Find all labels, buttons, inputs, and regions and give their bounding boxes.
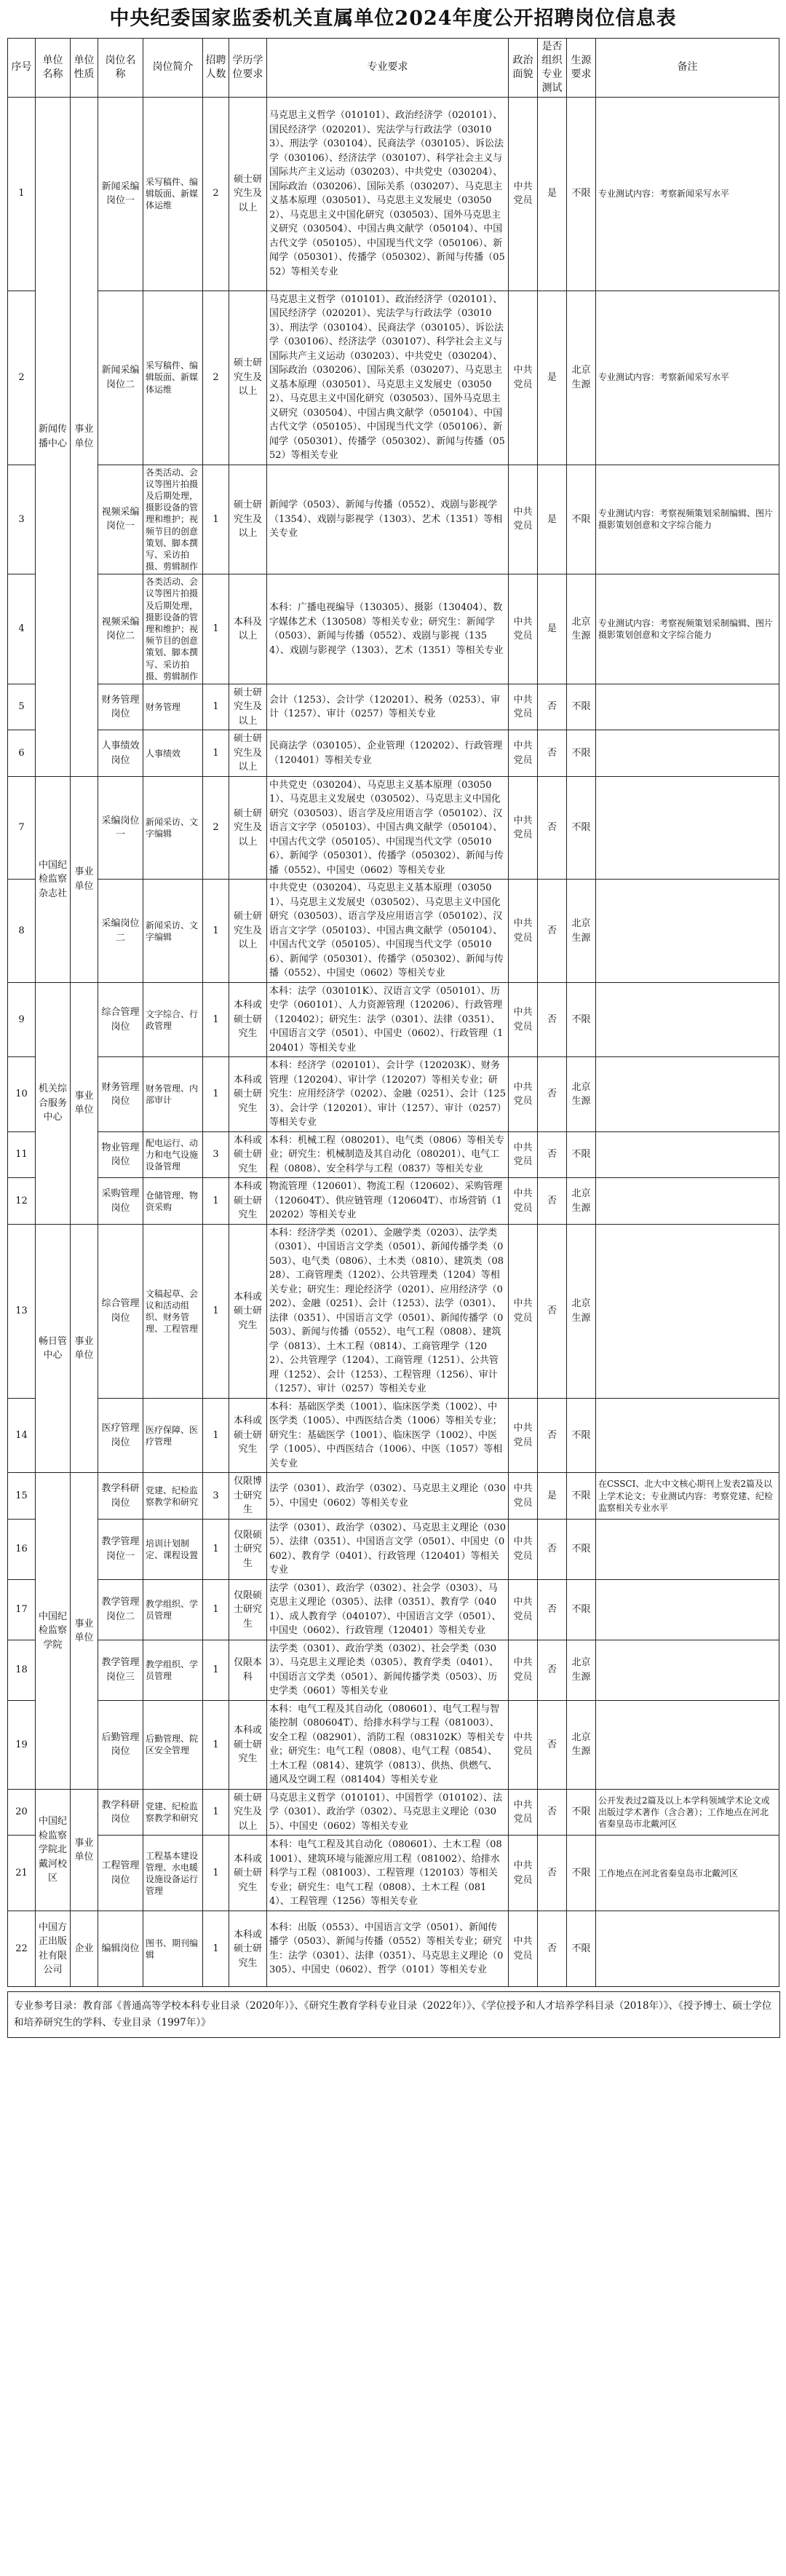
source-requirement: 北京生源 (567, 1224, 596, 1398)
education-requirement: 本科或硕士研究生 (229, 1700, 267, 1789)
major-requirement: 法学（0301）、政治学（0302）、社会学（0303）、马克思主义理论（0305）、法律（0351）、教育学（0401）、成人教育学（040107）、中国语言文学（0501）、中国史（0602）、行政管理（120401）等相关专业 (267, 1579, 509, 1640)
post-intro: 培训计划制定、课程设置 (143, 1519, 203, 1579)
hire-count: 3 (203, 1473, 229, 1520)
post-intro: 财务管理 (143, 684, 203, 730)
post-name: 人事绩效岗位 (98, 730, 143, 777)
major-requirement: 本科：经济学类（0201）、金融学类（0203）、法学类（0301）、中国语言文学类（0501）、新闻传播学类（0503）、电气类（0806）、土木类（0810）、建筑类（0828）、工商管理类（1202）、公共管理类（1204）等相关专业；研究生：理论经济学（0201）、应用经济学（0202）、金融（0251）、会计（1253）、法学（0301）、法律（0351）、中国语言文学（0501）、新闻传播学（0503）、新闻与传播（0552）、电气工程（0808）、建筑学（0813）、土木工程（0814）、工商管理学（1202）、公共管理学（1204）、工商管理（1251）、公共管理（1252）、会计（1253）、工程管理（1256）、审计（1257）、审计（0257）等相关专业 (267, 1224, 509, 1398)
col-header: 政治面貌 (509, 39, 538, 98)
major-requirement: 本科：机械工程（080201）、电气类（0806）等相关专业；研究生：机械制造及其自动化（080201）、电气工程（0808）、安全科学与工程（0837）等相关专业 (267, 1131, 509, 1178)
major-requirement: 法学类（0301）、政治学类（0302）、社会学类（0303）、马克思主义理论类（0305）、教育学类（0401）、中国语言文学类（0501）、新闻传播学类（0503）、历史学类（0601）等相关专业 (267, 1640, 509, 1700)
hire-count: 2 (203, 291, 229, 465)
political-status: 中共党员 (509, 1057, 538, 1132)
unit-name: 中国纪检监察杂志社 (36, 776, 71, 982)
table-row (8, 1836, 779, 1911)
post-intro: 教学组织、学员管理 (143, 1640, 203, 1700)
post-intro: 采写稿件、编辑版面、新媒体运维 (143, 291, 203, 465)
post-intro: 医疗保障、医疗管理 (143, 1398, 203, 1473)
row-number: 21 (8, 1836, 36, 1911)
professional-test: 否 (538, 684, 567, 730)
table-row (8, 291, 779, 465)
unit-name: 畅日管中心 (36, 1224, 71, 1473)
table-row (8, 1519, 779, 1579)
professional-test: 是 (538, 1473, 567, 1520)
source-requirement: 不限 (567, 684, 596, 730)
unit-nature: 事业单位 (71, 1473, 98, 1790)
row-number: 19 (8, 1700, 36, 1789)
professional-test: 否 (538, 982, 567, 1057)
remarks: 专业测试内容：考察新闻采写水平 (596, 97, 779, 291)
education-requirement: 本科或硕士研究生 (229, 1224, 267, 1398)
political-status: 中共党员 (509, 776, 538, 880)
source-requirement: 不限 (567, 982, 596, 1057)
education-requirement: 硕士研究生及以上 (229, 730, 267, 777)
major-requirement: 本科：电气工程及其自动化（080601）、电气工程与智能控制（080604T）、给排水科学与工程（081003）、安全工程（082901）、消防工程（083102K）等相关专业；研究生：电气工程（0808）、电气工程（0854）、土木工程（0814）、建筑学（0813）、供热、供燃气、通风及空调工程（081404）等相关专业 (267, 1700, 509, 1789)
remarks: 工作地点在河北省秦皇岛市北戴河区 (596, 1836, 779, 1911)
source-requirement: 北京生源 (567, 1057, 596, 1132)
source-requirement: 不限 (567, 1836, 596, 1911)
unit-nature: 事业单位 (71, 97, 98, 776)
political-status: 中共党员 (509, 1224, 538, 1398)
education-requirement: 仅限博士研究生 (229, 1473, 267, 1520)
professional-test: 是 (538, 574, 567, 684)
post-intro: 财务管理、内部审计 (143, 1057, 203, 1132)
education-requirement: 硕士研究生及以上 (229, 97, 267, 291)
post-intro: 新闻采访、文字编辑 (143, 776, 203, 880)
major-requirement: 中共党史（030204）、马克思主义基本原理（030501）、马克思主义发展史（030502）、马克思主义中国化研究（030503）、语言学及应用语言学（050102）、汉语言文字学（050103）、中国古典文献学（050104）、中国古代文学（050105）、中国现当代文学（050106）、新闻学（050301）、传播学（050302）、新闻与传播（0552）、中国史（0602）等相关专业 (267, 880, 509, 983)
education-requirement: 硕士研究生及以上 (229, 880, 267, 983)
row-number: 9 (8, 982, 36, 1057)
source-requirement: 不限 (567, 1911, 596, 1987)
table-row (8, 1398, 779, 1473)
post-name: 财务管理岗位 (98, 684, 143, 730)
education-requirement: 本科或硕士研究生 (229, 1178, 267, 1225)
major-requirement: 法学（0301）、政治学（0302）、马克思主义理论（0305）、中国史（0602）等相关专业 (267, 1473, 509, 1520)
unit-nature: 事业单位 (71, 982, 98, 1224)
col-header: 招聘人数 (203, 39, 229, 98)
source-requirement: 不限 (567, 1579, 596, 1640)
source-requirement: 不限 (567, 776, 596, 880)
table-row (8, 1789, 779, 1836)
post-name: 教学管理岗位三 (98, 1640, 143, 1700)
post-name: 编辑岗位 (98, 1911, 143, 1987)
row-number: 1 (8, 97, 36, 291)
education-requirement: 仅限本科 (229, 1640, 267, 1700)
education-requirement: 硕士研究生及以上 (229, 776, 267, 880)
table-row (8, 1473, 779, 1520)
education-requirement: 硕士研究生及以上 (229, 291, 267, 465)
unit-name: 中国纪检监察学院北戴河校区 (36, 1789, 71, 1911)
political-status: 中共党员 (509, 1178, 538, 1225)
post-name: 教学管理岗位一 (98, 1519, 143, 1579)
post-intro: 各类活动、会议等图片拍摄及后期处理，摄影设备的管理和维护；视频节目的创意策划、脚本撰写、采访拍摄、剪辑制作 (143, 574, 203, 684)
row-number: 11 (8, 1131, 36, 1178)
unit-nature: 事业单位 (71, 1224, 98, 1473)
political-status: 中共党员 (509, 1579, 538, 1640)
hire-count: 1 (203, 1579, 229, 1640)
remarks (596, 1398, 779, 1473)
post-intro: 文字综合、行政管理 (143, 982, 203, 1057)
table-row (8, 684, 779, 730)
post-intro: 采写稿件、编辑版面、新媒体运维 (143, 97, 203, 291)
row-number: 4 (8, 574, 36, 684)
row-number: 18 (8, 1640, 36, 1700)
table-row (8, 1131, 779, 1178)
unit-nature: 事业单位 (71, 1789, 98, 1911)
hire-count: 3 (203, 1131, 229, 1178)
hire-count: 2 (203, 97, 229, 291)
remarks (596, 1640, 779, 1700)
source-requirement: 不限 (567, 1131, 596, 1178)
table-row (8, 880, 779, 983)
post-name: 新闻采编岗位一 (98, 97, 143, 291)
major-requirement: 本科：出版（0553）、中国语言文学（0501）、新闻传播学（0503）、新闻与传播（0552）等相关专业；研究生：法学（0301）、法律（0351）、马克思主义理论（0305）、中国史（0602）、哲学（0101）等相关专业 (267, 1911, 509, 1987)
political-status: 中共党员 (509, 1789, 538, 1836)
post-name: 综合管理岗位 (98, 982, 143, 1057)
row-number: 12 (8, 1178, 36, 1225)
hire-count: 1 (203, 982, 229, 1057)
hire-count: 1 (203, 1640, 229, 1700)
professional-test: 是 (538, 465, 567, 574)
unit-nature: 企业 (71, 1911, 98, 1987)
political-status: 中共党员 (509, 1473, 538, 1520)
remarks (596, 1519, 779, 1579)
professional-test: 否 (538, 1836, 567, 1911)
col-header: 是否组织专业测试 (538, 39, 567, 98)
political-status: 中共党员 (509, 291, 538, 465)
post-name: 视频采编岗位二 (98, 574, 143, 684)
professional-test: 否 (538, 1224, 567, 1398)
remarks (596, 730, 779, 777)
education-requirement: 本科及以上 (229, 574, 267, 684)
political-status: 中共党员 (509, 982, 538, 1057)
major-requirement: 本科：法学（030101K）、汉语言文学（050101）、历史学（060101）、人力资源管理（120206）、行政管理（120402）；研究生：法学（0301）、法律（0351）、中国语言文学（0501）、中国史（0602）、行政管理（120401）等相关专业 (267, 982, 509, 1057)
unit-name: 新闻传播中心 (36, 97, 71, 776)
education-requirement: 硕士研究生及以上 (229, 684, 267, 730)
remarks (596, 1057, 779, 1132)
remarks (596, 982, 779, 1057)
table-row (8, 1057, 779, 1132)
political-status: 中共党员 (509, 1911, 538, 1987)
education-requirement: 本科或硕士研究生 (229, 1057, 267, 1132)
political-status: 中共党员 (509, 1836, 538, 1911)
post-intro: 人事绩效 (143, 730, 203, 777)
professional-test: 否 (538, 1789, 567, 1836)
post-intro: 新闻采访、文字编辑 (143, 880, 203, 983)
remarks (596, 1700, 779, 1789)
row-number: 3 (8, 465, 36, 574)
col-header: 专业要求 (267, 39, 509, 98)
hire-count: 1 (203, 1519, 229, 1579)
source-requirement: 不限 (567, 1473, 596, 1520)
col-header: 单位性质 (71, 39, 98, 98)
table-row (8, 1700, 779, 1789)
hire-count: 1 (203, 730, 229, 777)
major-requirement: 本科：电气工程及其自动化（080601）、土木工程（081001）、建筑环境与能源应用工程（081002）、给排水科学与工程（081003）、工程管理（120103）等相关专业；研究生：电气工程（0808）、土木工程（0814）、工程管理（1256）等相关专业 (267, 1836, 509, 1911)
political-status: 中共党员 (509, 1131, 538, 1178)
row-number: 17 (8, 1579, 36, 1640)
post-name: 教学管理岗位二 (98, 1579, 143, 1640)
professional-test: 否 (538, 1131, 567, 1178)
hire-count: 1 (203, 465, 229, 574)
education-requirement: 仅限硕士研究生 (229, 1519, 267, 1579)
remarks: 专业测试内容：考察视频策划采制编辑、图片摄影策划创意和文字综合能力 (596, 574, 779, 684)
table-row (8, 1911, 779, 1987)
remarks (596, 684, 779, 730)
post-intro: 后勤管理、院区安全管理 (143, 1700, 203, 1789)
political-status: 中共党员 (509, 97, 538, 291)
row-number: 10 (8, 1057, 36, 1132)
major-requirement: 本科：广播电视编导（130305）、摄影（130404）、数字媒体艺术（130508）等相关专业；研究生：新闻学（0503）、新闻与传播（0552）、戏剧与影视（1354）、戏剧与影视学（1303）、艺术（1351）等相关专业 (267, 574, 509, 684)
major-requirement: 物流管理（120601）、物流工程（120602）、采购管理（120604T）、供应链管理（120604T）、市场营销（120202）等相关专业 (267, 1178, 509, 1225)
row-number: 22 (8, 1911, 36, 1987)
professional-test: 否 (538, 1911, 567, 1987)
post-name: 采购管理岗位 (98, 1178, 143, 1225)
source-requirement: 北京生源 (567, 1700, 596, 1789)
professional-test: 否 (538, 730, 567, 777)
remarks (596, 1911, 779, 1987)
major-requirement: 马克思主义哲学（010101）、中国哲学（010102）、法学（0301）、政治学（0302）、马克思主义理论（0305）、中国史（0602）等相关专业 (267, 1789, 509, 1836)
professional-test: 是 (538, 291, 567, 465)
source-requirement: 不限 (567, 1398, 596, 1473)
major-requirement: 马克思主义哲学（010101）、政治经济学（020101）、国民经济学（020201）、宪法学与行政法学（030103）、刑法学（030104）、民商法学（030105）、诉讼法学（030106）、经济法学（030107）、科学社会主义与国际共产主义运动（030203）、中共党史（030204）、国际政治（030206）、国际关系（030207）、马克思主义基本原理（030501）、马克思主义发展史（030502）、马克思主义中国化研究（030503）、国外马克思主义研究（030504）、中国古典文献学（050104）、中国古代文学（050105）、中国现当代文学（050106）、新闻学（050301）、传播学（050302）、新闻与传播（0552）等相关专业 (267, 291, 509, 465)
footer-note: 专业参考目录：教育部《普通高等学校本科专业目录（2020年）》、《研究生教育学科专业目录（2022年）》、《学位授予和人才培养学科目录（2018年）》、《授予博士、硕士学位和培养研究生的学科、专业目录（1997年）》 (7, 1991, 780, 2038)
professional-test: 是 (538, 97, 567, 291)
unit-name: 中国方正出版社有限公司 (36, 1911, 71, 1987)
professional-test: 否 (538, 1640, 567, 1700)
major-requirement: 会计（1253）、会计学（120201）、税务（0253）、审计（1257）、审计（0257）等相关专业 (267, 684, 509, 730)
source-requirement: 北京生源 (567, 1640, 596, 1700)
row-number: 8 (8, 880, 36, 983)
table-row (8, 97, 779, 291)
post-name: 综合管理岗位 (98, 1224, 143, 1398)
professional-test: 否 (538, 1398, 567, 1473)
col-header: 单位名称 (36, 39, 71, 98)
professional-test: 否 (538, 776, 567, 880)
political-status: 中共党员 (509, 1519, 538, 1579)
table-row (8, 730, 779, 777)
major-requirement: 新闻学（0503）、新闻与传播（0552）、戏剧与影视学（1354）、戏剧与影视学（1303）、艺术（1351）等相关专业 (267, 465, 509, 574)
major-requirement: 法学（0301）、政治学（0302）、马克思主义理论（0305）、法律（0351）、中国语言文学（0501）、中国史（0602）、教育学（0401）、行政管理（120401）等相关专业 (267, 1519, 509, 1579)
hire-count: 2 (203, 776, 229, 880)
source-requirement: 不限 (567, 730, 596, 777)
major-requirement: 马克思主义哲学（010101）、政治经济学（020101）、国民经济学（020201）、宪法学与行政法学（030103）、刑法学（030104）、民商法学（030105）、诉讼法学（030106）、经济法学（030107）、科学社会主义与国际共产主义运动（030203）、中共党史（030204）、国际政治（030206）、国际关系（030207）、马克思主义基本原理（030501）、马克思主义发展史（030502）、马克思主义中国化研究（030503）、国外马克思主义研究（030504）、中国古典文献学（050104）、中国古代文学（050105）、中国现当代文学（050106）、新闻学（050301）、传播学（050302）、新闻与传播（0552）等相关专业 (267, 97, 509, 291)
table-row (8, 465, 779, 574)
post-intro: 仓储管理、物资采购 (143, 1178, 203, 1225)
source-requirement: 北京生源 (567, 1178, 596, 1225)
political-status: 中共党员 (509, 465, 538, 574)
post-name: 教学科研岗位 (98, 1789, 143, 1836)
post-name: 物业管理岗位 (98, 1131, 143, 1178)
political-status: 中共党员 (509, 1640, 538, 1700)
page-title: 中央纪委国家监委机关直属单位2024年度公开招聘岗位信息表 (109, 7, 677, 30)
table-body (8, 97, 779, 1987)
education-requirement: 本科或硕士研究生 (229, 1131, 267, 1178)
post-name: 新闻采编岗位二 (98, 291, 143, 465)
political-status: 中共党员 (509, 684, 538, 730)
col-header: 序号 (8, 39, 36, 98)
hire-count: 1 (203, 1836, 229, 1911)
post-name: 后勤管理岗位 (98, 1700, 143, 1789)
col-header: 备注 (596, 39, 779, 98)
professional-test: 否 (538, 880, 567, 983)
major-requirement: 本科：经济学（020101）、会计学（120203K）、财务管理（120204）、审计学（120207）等相关专业；研究生：应用经济学（0202）、金融（0251）、会计（1253）、会计学（120201）、审计（1257）、审计（0257）等相关专业 (267, 1057, 509, 1132)
col-header: 学历学位要求 (229, 39, 267, 98)
remarks (596, 1579, 779, 1640)
remarks: 公开发表过2篇及以上本学科领域学术论文或出版过学术著作（含合著）；工作地点在河北省秦皇岛市北戴河区 (596, 1789, 779, 1836)
post-intro: 党建、纪检监察教学和研究 (143, 1789, 203, 1836)
professional-test: 否 (538, 1057, 567, 1132)
remarks (596, 1224, 779, 1398)
row-number: 6 (8, 730, 36, 777)
hire-count: 1 (203, 1178, 229, 1225)
row-number: 2 (8, 291, 36, 465)
post-name: 财务管理岗位 (98, 1057, 143, 1132)
political-status: 中共党员 (509, 730, 538, 777)
source-requirement: 不限 (567, 1789, 596, 1836)
post-intro: 党建、纪检监察教学和研究 (143, 1473, 203, 1520)
header-row (8, 39, 779, 98)
post-name: 工程管理岗位 (98, 1836, 143, 1911)
remarks (596, 1178, 779, 1225)
table-row (8, 1178, 779, 1225)
political-status: 中共党员 (509, 880, 538, 983)
table-row (8, 982, 779, 1057)
education-requirement: 本科或硕士研究生 (229, 1836, 267, 1911)
political-status: 中共党员 (509, 1398, 538, 1473)
hire-count: 1 (203, 1789, 229, 1836)
unit-nature: 事业单位 (71, 776, 98, 982)
professional-test: 否 (538, 1178, 567, 1225)
row-number: 5 (8, 684, 36, 730)
row-number: 7 (8, 776, 36, 880)
major-requirement: 民商法学（030105）、企业管理（120202）、行政管理（120401）等相关专业 (267, 730, 509, 777)
row-number: 15 (8, 1473, 36, 1520)
recruitment-table (7, 38, 779, 1987)
remarks: 专业测试内容：考察新闻采写水平 (596, 291, 779, 465)
post-name: 采编岗位二 (98, 880, 143, 983)
hire-count: 1 (203, 684, 229, 730)
row-number: 13 (8, 1224, 36, 1398)
remarks: 在CSSCI、北大中文核心期刊上发表2篇及以上学术论文；专业测试内容：考察党建、纪检监察相关专业水平 (596, 1473, 779, 1520)
post-intro: 文稿起草、会议和活动组织、财务管理、工程管理 (143, 1224, 203, 1398)
source-requirement: 北京生源 (567, 291, 596, 465)
hire-count: 1 (203, 880, 229, 983)
col-header: 岗位名称 (98, 39, 143, 98)
post-name: 视频采编岗位一 (98, 465, 143, 574)
unit-name: 中国纪检监察学院 (36, 1473, 71, 1790)
source-requirement: 北京生源 (567, 574, 596, 684)
table-row (8, 776, 779, 880)
post-name: 采编岗位一 (98, 776, 143, 880)
professional-test: 否 (538, 1700, 567, 1789)
education-requirement: 本科或硕士研究生 (229, 982, 267, 1057)
post-intro: 教学组织、学员管理 (143, 1579, 203, 1640)
hire-count: 1 (203, 1057, 229, 1132)
major-requirement: 本科：基础医学类（1001）、临床医学类（1002）、中医学类（1005）、中西医结合类（1006）等相关专业；研究生：基础医学（1001）、临床医学（1002）、中医学（1005）、中西医结合（1006）、中医（1057）等相关专业 (267, 1398, 509, 1473)
remarks: 专业测试内容：考察视频策划采制编辑、图片摄影策划创意和文字综合能力 (596, 465, 779, 574)
hire-count: 1 (203, 1224, 229, 1398)
education-requirement: 本科或硕士研究生 (229, 1911, 267, 1987)
political-status: 中共党员 (509, 1700, 538, 1789)
post-intro: 工程基本建设管理、水电暖设施设备运行管理 (143, 1836, 203, 1911)
political-status: 中共党员 (509, 574, 538, 684)
remarks (596, 1131, 779, 1178)
hire-count: 1 (203, 1700, 229, 1789)
table-row (8, 574, 779, 684)
education-requirement: 本科或硕士研究生 (229, 1398, 267, 1473)
source-requirement: 不限 (567, 465, 596, 574)
major-requirement: 中共党史（030204）、马克思主义基本原理（030501）、马克思主义发展史（030502）、马克思主义中国化研究（030503）、语言学及应用语言学（050102）、汉语言文字学（050103）、中国古典文献学（050104）、中国古代文学（050105）、中国现当代文学（050106）、新闻学（050301）、传播学（050302）、新闻与传播（0552）、中国史（0602）等相关专业 (267, 776, 509, 880)
education-requirement: 仅限硕士研究生 (229, 1579, 267, 1640)
remarks (596, 880, 779, 983)
unit-name: 机关综合服务中心 (36, 982, 71, 1224)
col-header: 生源要求 (567, 39, 596, 98)
source-requirement: 不限 (567, 97, 596, 291)
hire-count: 1 (203, 1398, 229, 1473)
post-intro: 图书、期刊编辑 (143, 1911, 203, 1987)
row-number: 16 (8, 1519, 36, 1579)
row-number: 14 (8, 1398, 36, 1473)
education-requirement: 硕士研究生及以上 (229, 1789, 267, 1836)
col-header: 岗位简介 (143, 39, 203, 98)
post-name: 医疗管理岗位 (98, 1398, 143, 1473)
table-row (8, 1579, 779, 1640)
hire-count: 1 (203, 1911, 229, 1987)
post-intro: 配电运行、动力和电气设施设备管理 (143, 1131, 203, 1178)
professional-test: 否 (538, 1579, 567, 1640)
post-intro: 各类活动、会议等图片拍摄及后期处理，摄影设备的管理和维护；视频节目的创意策划、脚本撰写、采访拍摄、剪辑制作 (143, 465, 203, 574)
post-name: 教学科研岗位 (98, 1473, 143, 1520)
source-requirement: 北京生源 (567, 880, 596, 983)
table-row (8, 1224, 779, 1398)
hire-count: 1 (203, 574, 229, 684)
table-row (8, 1640, 779, 1700)
education-requirement: 硕士研究生及以上 (229, 465, 267, 574)
professional-test: 否 (538, 1519, 567, 1579)
row-number: 20 (8, 1789, 36, 1836)
source-requirement: 不限 (567, 1519, 596, 1579)
remarks (596, 776, 779, 880)
